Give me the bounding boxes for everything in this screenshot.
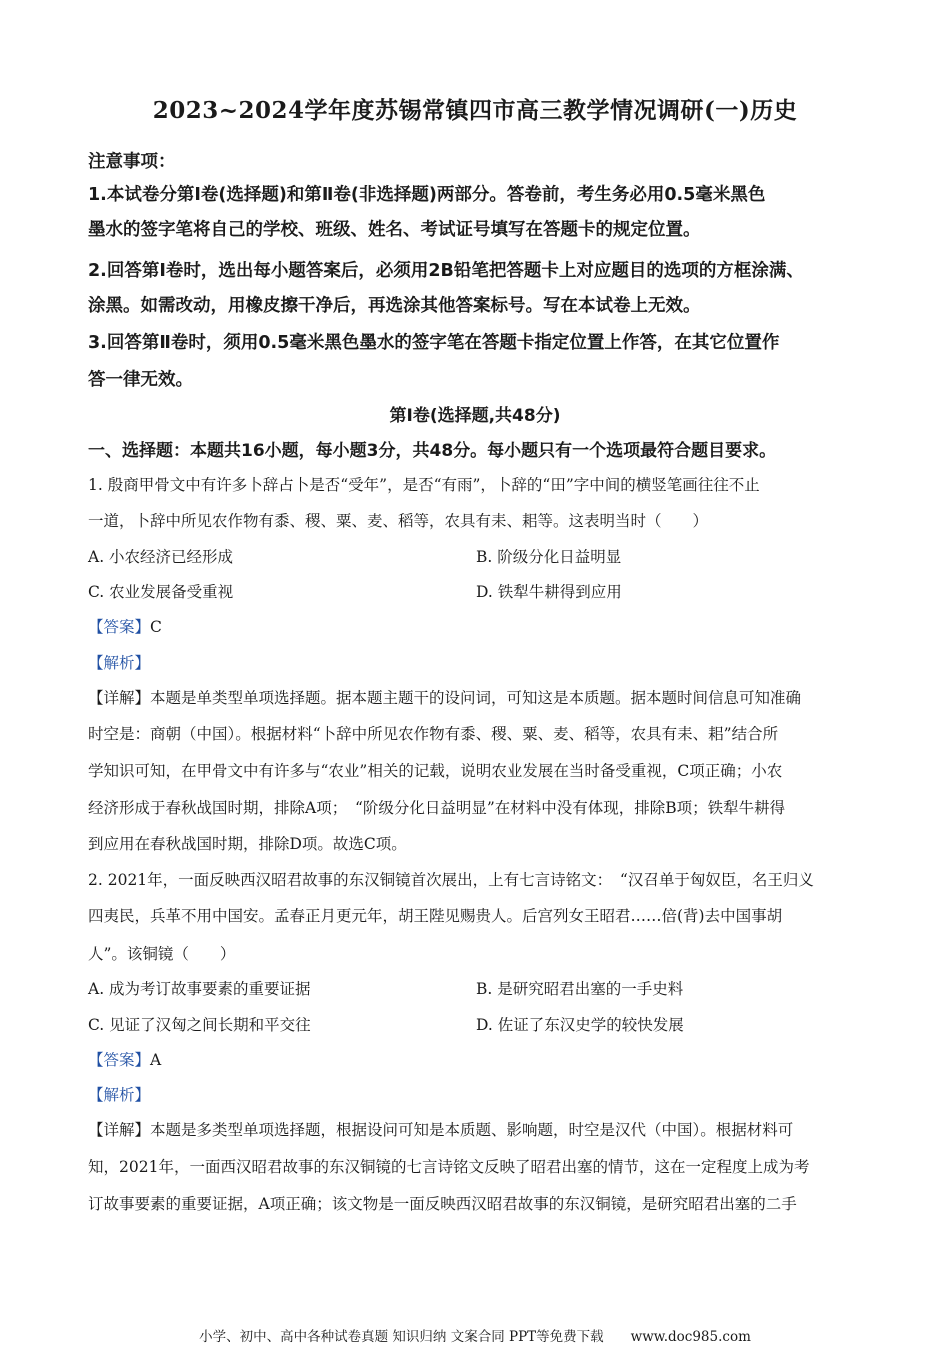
- detail-line: [88, 686, 878, 708]
- section-heading: 一、选择题：本题共16小题，每小题3分，共48分。每小题只有一个选项最符合题目要求。: [88, 441, 777, 461]
- question-stem: 1. 殷商甲骨文中有许多卜辞占卜是否“受年”，是否“有雨”，卜辞的“田”字中间的横竖笔画往往不止: [88, 476, 760, 494]
- option-c: C. 农业发展备受重视: [88, 583, 234, 601]
- option-a: A. 成为考订故事要素的重要证据: [88, 980, 311, 998]
- detail-text: 本题是单类型单项选择题。据本题主题干的设问词，可知这是本质题。据本题时间信息可知准确: [150, 689, 802, 707]
- notice-line: 1.本试卷分第Ⅰ卷(选择题)和第Ⅱ卷(非选择题)两部分。答卷前，考生务必用0.5毫米黑色: [88, 185, 766, 205]
- detail-line: 时空是：商朝（中国）。根据材料“卜辞中所见农作物有黍、稷、粟、麦、稻等，农具有耒、耜”结合所: [88, 725, 779, 743]
- notice-line: 涂黑。如需改动，用橡皮擦干净后，再选涂其他答案标号。写在本试卷上无效。: [88, 296, 701, 316]
- notice-line: 墨水的签字笔将自己的学校、班级、姓名、考试证号填写在答题卡的规定位置。: [88, 220, 701, 240]
- page-title: 2023~2024学年度苏锡常镇四市高三教学情况调研(一)历史: [152, 97, 798, 124]
- option-d: D. 铁犁牛耕得到应用: [476, 583, 622, 601]
- page-footer: 小学、初中、高中各种试卷真题 知识归纳 文案合同 PPT等免费下载 www.doc985.com: [199, 1329, 751, 1345]
- analysis-line: [88, 651, 878, 673]
- answer-tag: 【答案】: [88, 618, 151, 636]
- option-d: D. 佐证了东汉史学的较快发展: [476, 1016, 684, 1034]
- detail-line: 订故事要素的重要证据，A项正确；该文物是一面反映西汉昭君故事的东汉铜镜，是研究昭君出塞的二手: [88, 1195, 797, 1213]
- notice-line: 3.回答第Ⅱ卷时，须用0.5毫米黑色墨水的签字笔在答题卡指定位置上作答，在其它位置作: [88, 333, 780, 353]
- question-stem: 一道，卜辞中所见农作物有黍、稷、粟、麦、稻等，农具有耒、耜等。这表明当时（ ）: [88, 512, 709, 530]
- notice-heading: 注意事项：: [88, 152, 176, 172]
- detail-line: 到应用在春秋战国时期，排除D项。故选C项。: [88, 835, 407, 853]
- answer-value: C: [150, 618, 162, 636]
- option-b: B. 阶级分化日益明显: [476, 548, 622, 566]
- option-a: A. 小农经济已经形成: [88, 548, 234, 566]
- detail-tag: 【详解】: [88, 1121, 151, 1139]
- detail-tag: 【详解】: [88, 689, 151, 707]
- question-stem: 四夷民，兵革不用中国安。孟春正月更元年，胡王陛见赐贵人。后宫列女王昭君……倍(背)去中国事胡: [88, 907, 783, 925]
- answer-value: A: [150, 1051, 162, 1069]
- option-b: B. 是研究昭君出塞的一手史料: [476, 980, 684, 998]
- option-c: C. 见证了汉匈之间长期和平交往: [88, 1016, 311, 1034]
- detail-line: 知，2021年，一面西汉昭君故事的东汉铜镜的七言诗铭文反映了昭君出塞的情节，这在一定程度上成为考: [88, 1158, 810, 1176]
- section-title: 第Ⅰ卷(选择题,共48分): [389, 406, 561, 426]
- detail-text: 本题是多类型单项选择题，根据设问可知是本质题、影响题，时空是汉代（中国）。根据材料可: [150, 1121, 794, 1139]
- analysis-tag: 【解析】: [88, 1086, 151, 1104]
- answer-line: [88, 1048, 878, 1070]
- notice-line: 2.回答第Ⅰ卷时，选出每小题答案后，必须用2B铅笔把答题卡上对应题目的选项的方框涂满、: [88, 261, 804, 281]
- question-stem: 2. 2021年，一面反映西汉昭君故事的东汉铜镜首次展出，上有七言诗铭文： “汉召单于匈奴臣，名王归义: [88, 871, 814, 889]
- detail-line: 学知识可知，在甲骨文中有许多与“农业”相关的记载，说明农业发展在当时备受重视，C项正确；小农: [88, 762, 783, 780]
- detail-line: [88, 1118, 878, 1140]
- answer-line: [88, 615, 878, 637]
- answer-tag: 【答案】: [88, 1051, 151, 1069]
- analysis-tag: 【解析】: [88, 654, 151, 672]
- analysis-line: [88, 1083, 878, 1105]
- notice-line: 答一律无效。: [88, 370, 193, 390]
- question-stem: 人”。该铜镜（ ）: [88, 945, 236, 963]
- detail-line: 经济形成于春秋战国时期，排除A项； “阶级分化日益明显”在材料中没有体现，排除B项；铁犁牛耕得: [88, 799, 786, 817]
